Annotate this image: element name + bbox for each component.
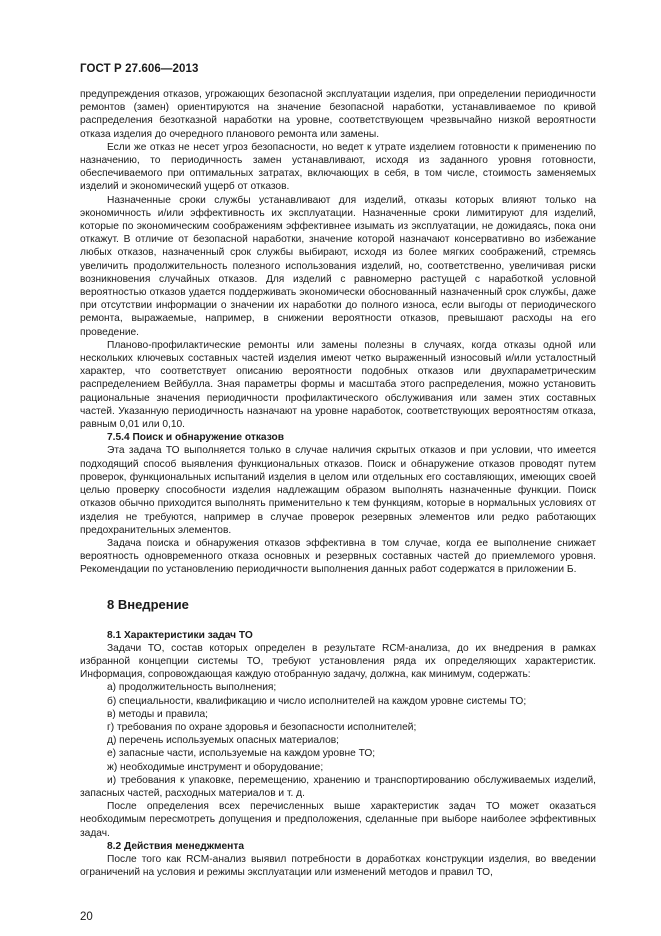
list-item: в) методы и правила; — [107, 708, 208, 720]
paragraph: предупреждения отказов, угрожающих безопасной эксплуатации изделия, при определении периодичности ремонтов (замен) ориентируются на значение безопасной наработки, устанавливаемое по кривой распределения безотказной наработки на уровне, соответствующем чрезвычайно низкой вероятности отказа изделия до очередного планового ремонта или замены. — [80, 89, 596, 140]
list-item: ж) необходимые инструмент и оборудование; — [107, 761, 324, 773]
paragraph: Задача поиска и обнаружения отказов эффективна в том случае, когда ее выполнение снижает вероятность одновременного отказа основных и резервных составных частей до приемлемого уровня. Рекомендации по установлению периодичности выполнения данных работ содержатся в приложении Б. — [80, 537, 596, 576]
document-body — [80, 88, 596, 879]
list-item: а) продолжительность выполнения; — [107, 682, 277, 694]
list-item: д) перечень используемых опасных материалов; — [107, 735, 339, 747]
paragraph: Задачи ТО, состав которых определен в результате RCM-анализа, до их внедрения в рамках избранной концепции системы ТО, требуют установления ряда их определяющих характеристик. Информация, сопровождающая каждую отобранную задачу, должна, как минимум, содержать: — [80, 642, 596, 681]
paragraph: и) требования к упаковке, перемещению, хранению и транспортированию обслуживаемых изделий, запасных частей, расходных материалов и т. д. — [80, 774, 596, 799]
section-heading: 8 Внедрение — [107, 596, 189, 612]
list-item: г) требования по охране здоровья и безопасности исполнителей; — [107, 721, 417, 733]
paragraph: Планово-профилактические ремонты или замены полезны в случаях, когда отказы одной или нескольких ключевых составных частей изделия имеют четко выраженный износовый и/или усталостный характер, что соответствует описанию вероятности подобных отказов или двухпараметрическим распределением Вейбулла. Зная параметры формы и масштаба этого распределения, можно установить рациональные значения периодичности профилактического обслуживания или замен этих составных частей. Указанную периодичность назначают на уровне наработок, соответствующих вероятностям отказа, равным 0,01 или 0,10. — [80, 339, 596, 431]
paragraph: Если же отказ не несет угроз безопасности, но ведет к утрате изделием готовности к применению по назначению, то периодичность замен устанавливают, исходя из заданного уровня готовности, обеспечиваемого при оптимальных затратах, включающих в себя, в том числе, стоимость заменяемых изделий и экономический ущерб от отказов. — [80, 141, 596, 193]
subsection-heading: 7.5.4 Поиск и обнаружение отказов — [107, 432, 285, 444]
paragraph: После того как RCM-анализ выявил потребности в доработках конструкции изделия, во введении ограничений на условия и режимы эксплуатации или изменений методов и правил ТО, — [80, 853, 596, 879]
subsection-heading: 8.2 Действия менеджмента — [107, 840, 244, 852]
subsection-heading: 8.1 Характеристики задач ТО — [107, 629, 253, 641]
paragraph: После определения всех перечисленных выше характеристик задач ТО может оказаться необходимым пересмотреть допущения и предположения, сделанные при выборе наиболее эффективных задач. — [80, 801, 596, 839]
list-item: б) специальности, квалификацию и число исполнителей на каждом уровне системы ТО; — [107, 695, 527, 707]
document-header: ГОСТ Р 27.606—2013 — [80, 63, 199, 75]
list-item: е) запасные части, используемые на каждом уровне ТО; — [107, 748, 376, 760]
page-number: 20 — [80, 911, 93, 923]
paragraph: Эта задача ТО выполняется только в случае наличия скрытых отказов и при условии, что имеется подходящий способ выявления функциональных отказов. Поиск и обнаружение отказов проводят путем проверок, функциональных испытаний изделия в целом или отдельных его составляющих, имеющих своей целью проверку способности изделия надлежащим образом выполнять назначенные функции. Поиск отказов обычно приходится выполнять применительно к тем функциям, которые в нормальных условиях от изделия не требуются, например в случае проверок резервных элементов или редко работающих предохранительных элементов. — [80, 445, 596, 536]
paragraph: Назначенные сроки службы устанавливают для изделий, отказы которых влияют только на экономичность и/или эффективность их эксплуатации. Назначенные сроки лимитируют для изделий, которые по экономическим соображениям эффективнее изымать из эксплуатации, не дожидаясь, пока они откажут. В отличие от безопасной наработки, значение которой назначают консервативно во избежание любых отказов, назначенный срок службы выбирают, исходя из более мягких соображений, стремясь увеличить продолжительность полезного использования изделий, но, соответственно, увеличивая риски возникновения случайных отказов. Для изделий с равномерно растущей с наработкой условной вероятностью отказов удается поддерживать экономически обоснованный назначенный срок службы, даже при отсутствии информации о значении их наработки до полного износа, если выгоды от периодического ремонта, выражаемые, например, в снижении вероятности отказов, превышают расходы на его проведение. — [80, 194, 596, 338]
